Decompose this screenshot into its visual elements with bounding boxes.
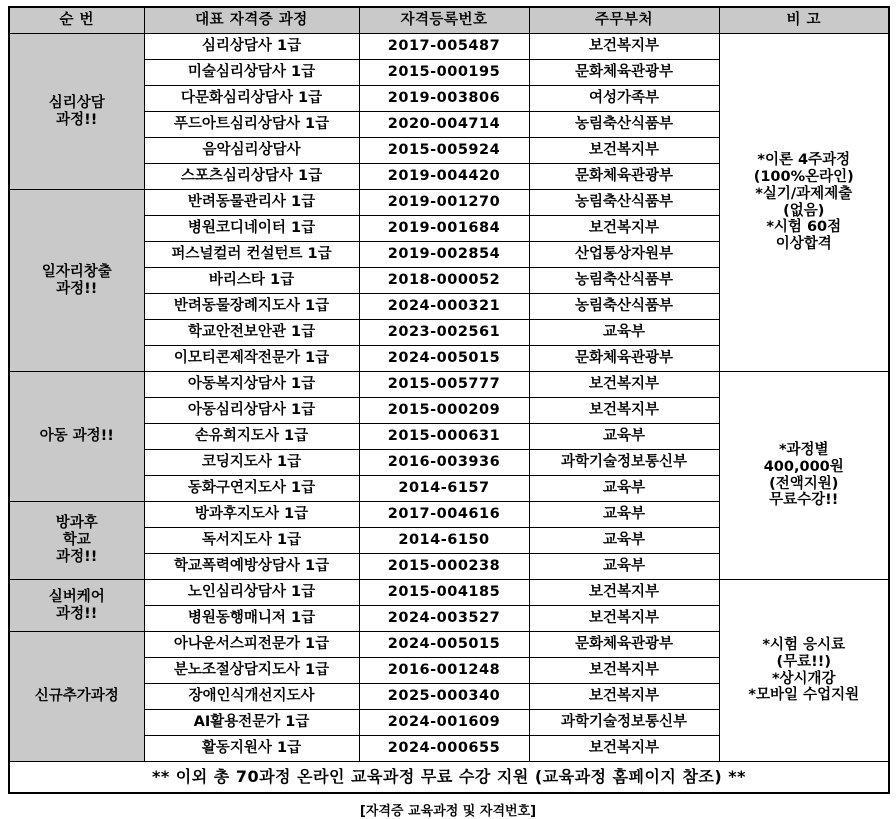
table-row — [9, 580, 889, 606]
column-header-ministry: 주무부처 — [529, 7, 719, 34]
group-label-psychology: 심리상담 과정!! — [9, 34, 144, 190]
registration-number: 2018-000052 — [359, 268, 529, 294]
course-name: 스포츠심리상담사 1급 — [144, 164, 359, 190]
footer-note: ** 이외 총 70과정 온라인 교육과정 무료 수강 지원 (교육과정 홈페이지 참조) ** — [9, 762, 889, 794]
ministry-name: 교육부 — [529, 554, 719, 580]
ministry-name: 보건복지부 — [529, 684, 719, 710]
ministry-name: 과학기술정보통신부 — [529, 710, 719, 736]
ministry-name: 산업통상자원부 — [529, 242, 719, 268]
registration-number: 2015-004185 — [359, 580, 529, 606]
table-body — [9, 34, 889, 794]
course-name: 반려동물관리사 1급 — [144, 190, 359, 216]
course-name: 병원코디네이터 1급 — [144, 216, 359, 242]
table-row — [9, 34, 889, 60]
course-name: 병원동행매니저 1급 — [144, 606, 359, 632]
ministry-name: 교육부 — [529, 502, 719, 528]
registration-number: 2023-002561 — [359, 320, 529, 346]
registration-number: 2015-000238 — [359, 554, 529, 580]
registration-number: 2020-004714 — [359, 112, 529, 138]
course-name: 다문화심리상담사 1급 — [144, 86, 359, 112]
figure-caption: [자격증 교육과정 및 자격번호] — [359, 804, 537, 819]
course-name: 푸드아트심리상담사 1급 — [144, 112, 359, 138]
ministry-name: 농림축산식품부 — [529, 112, 719, 138]
column-header-registration-number: 자격등록번호 — [359, 7, 529, 34]
ministry-name: 농림축산식품부 — [529, 190, 719, 216]
column-header-number: 순 번 — [9, 7, 144, 34]
registration-number: 2024-005015 — [359, 346, 529, 372]
registration-number: 2024-005015 — [359, 632, 529, 658]
course-name: 심리상담사 1급 — [144, 34, 359, 60]
ministry-name: 과학기술정보통신부 — [529, 450, 719, 476]
course-name: 이모티콘제작전문가 1급 — [144, 346, 359, 372]
registration-number: 2024-000321 — [359, 294, 529, 320]
group-label-new-courses: 신규추가과정 — [9, 632, 144, 762]
course-name: 아동복지상담사 1급 — [144, 372, 359, 398]
remarks-block-1: *이론 4주과정 (100%온라인) *실기/과제제출 (없음) *시험 60점 이상합격 — [719, 34, 889, 372]
course-name: 학교폭력예방상담사 1급 — [144, 554, 359, 580]
registration-number: 2019-001684 — [359, 216, 529, 242]
ministry-name: 보건복지부 — [529, 580, 719, 606]
ministry-name: 보건복지부 — [529, 658, 719, 684]
ministry-name: 교육부 — [529, 528, 719, 554]
ministry-name: 보건복지부 — [529, 216, 719, 242]
registration-number: 2016-003936 — [359, 450, 529, 476]
course-name: 방과후지도사 1급 — [144, 502, 359, 528]
course-name: 퍼스널컬러 컨설턴트 1급 — [144, 242, 359, 268]
table-header-row — [9, 7, 889, 34]
course-name: 학교안전보안관 1급 — [144, 320, 359, 346]
course-name: AI활용전문가 1급 — [144, 710, 359, 736]
ministry-name: 문화체육관광부 — [529, 632, 719, 658]
ministry-name: 보건복지부 — [529, 34, 719, 60]
registration-number: 2015-000209 — [359, 398, 529, 424]
registration-number: 2016-001248 — [359, 658, 529, 684]
course-name: 코딩지도사 1급 — [144, 450, 359, 476]
certificate-course-table — [8, 6, 890, 794]
registration-number: 2014-6157 — [359, 476, 529, 502]
registration-number: 2024-000655 — [359, 736, 529, 762]
course-name: 아나운서스피전문가 1급 — [144, 632, 359, 658]
registration-number: 2017-005487 — [359, 34, 529, 60]
ministry-name: 교육부 — [529, 320, 719, 346]
table-footer-row — [9, 762, 889, 794]
registration-number: 2015-000195 — [359, 60, 529, 86]
ministry-name: 교육부 — [529, 476, 719, 502]
course-name: 분노조절상담지도사 1급 — [144, 658, 359, 684]
table-row — [9, 372, 889, 398]
column-header-remarks: 비 고 — [719, 7, 889, 34]
group-label-after-school: 방과후 학교 과정!! — [9, 502, 144, 580]
course-name: 음악심리상담사 — [144, 138, 359, 164]
group-label-job-creation: 일자리창출 과정!! — [9, 190, 144, 372]
registration-number: 2025-000340 — [359, 684, 529, 710]
group-label-child: 아동 과정!! — [9, 372, 144, 502]
course-name: 노인심리상담사 1급 — [144, 580, 359, 606]
ministry-name: 여성가족부 — [529, 86, 719, 112]
remarks-block-2: *과정별 400,000원 (전액지원) 무료수강!! — [719, 372, 889, 580]
registration-number: 2017-004616 — [359, 502, 529, 528]
registration-number: 2015-005924 — [359, 138, 529, 164]
course-name: 장애인식개선지도사 — [144, 684, 359, 710]
ministry-name: 보건복지부 — [529, 372, 719, 398]
ministry-name: 농림축산식품부 — [529, 294, 719, 320]
course-name: 미술심리상담사 1급 — [144, 60, 359, 86]
ministry-name: 문화체육관광부 — [529, 60, 719, 86]
ministry-name: 문화체육관광부 — [529, 164, 719, 190]
group-label-silver-care: 실버케어 과정!! — [9, 580, 144, 632]
course-name: 독서지도사 1급 — [144, 528, 359, 554]
registration-number: 2019-004420 — [359, 164, 529, 190]
ministry-name: 문화체육관광부 — [529, 346, 719, 372]
registration-number: 2015-005777 — [359, 372, 529, 398]
course-name: 동화구연지도사 1급 — [144, 476, 359, 502]
course-name: 바리스타 1급 — [144, 268, 359, 294]
course-name: 활동지원사 1급 — [144, 736, 359, 762]
registration-number: 2014-6150 — [359, 528, 529, 554]
registration-number: 2015-000631 — [359, 424, 529, 450]
registration-number: 2019-001270 — [359, 190, 529, 216]
course-name: 아동심리상담사 1급 — [144, 398, 359, 424]
registration-number: 2019-002854 — [359, 242, 529, 268]
ministry-name: 보건복지부 — [529, 138, 719, 164]
registration-number: 2019-003806 — [359, 86, 529, 112]
ministry-name: 교육부 — [529, 424, 719, 450]
ministry-name: 보건복지부 — [529, 398, 719, 424]
ministry-name: 보건복지부 — [529, 606, 719, 632]
ministry-name: 보건복지부 — [529, 736, 719, 762]
ministry-name: 농림축산식품부 — [529, 268, 719, 294]
table-header — [9, 7, 889, 34]
column-header-course: 대표 자격증 과정 — [144, 7, 359, 34]
course-name: 반려동물장례지도사 1급 — [144, 294, 359, 320]
course-name: 손유희지도사 1급 — [144, 424, 359, 450]
registration-number: 2024-001609 — [359, 710, 529, 736]
registration-number: 2024-003527 — [359, 606, 529, 632]
remarks-block-3: *시험 응시료 (무료!!) *상시개강 *모바일 수업지원 — [719, 580, 889, 762]
